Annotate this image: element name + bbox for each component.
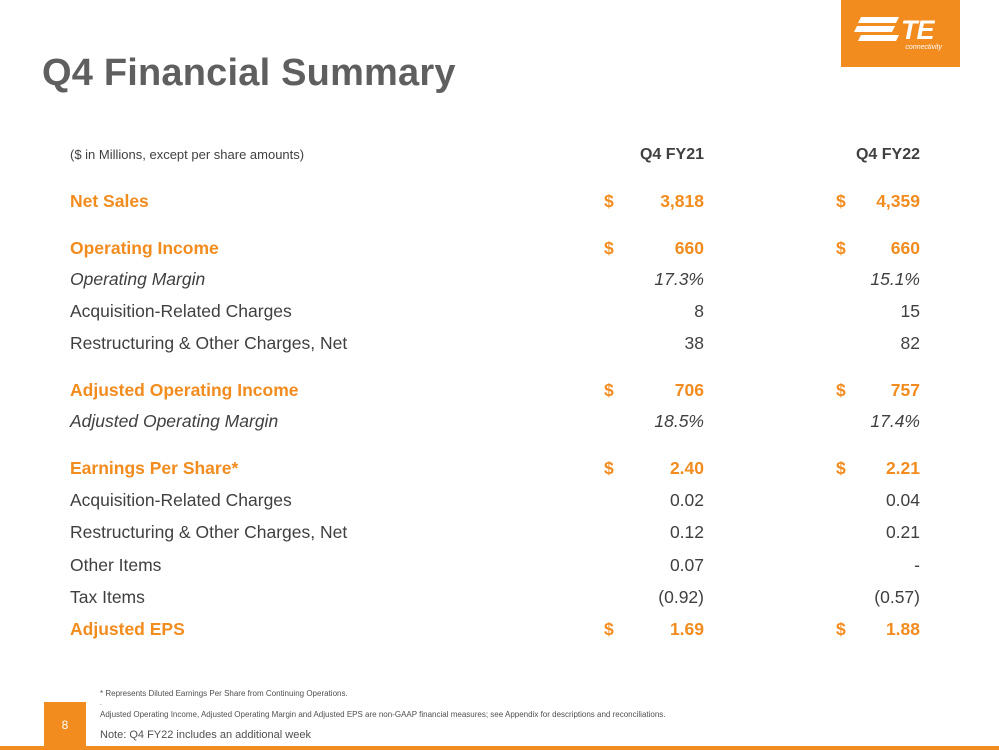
- footnote-non-gaap: Adjusted Operating Income, Adjusted Operating Margin and Adjusted EPS are non-GAAP financial measures; see Appendix for descriptions and reconciliations.: [100, 710, 666, 719]
- row-label: Tax Items: [70, 587, 145, 607]
- value-q4-fy21: 2.40: [669, 458, 704, 478]
- column-header-q4-fy21: Q4 FY21: [639, 146, 704, 163]
- row-label: Adjusted EPS: [70, 619, 185, 639]
- row-label: Acquisition-Related Charges: [70, 490, 292, 510]
- value-q4-fy22: 0.21: [885, 522, 920, 542]
- row-label: Other Items: [70, 555, 162, 575]
- row-label: Restructuring & Other Charges, Net: [70, 522, 348, 542]
- value-q4-fy22: 15.1%: [870, 269, 920, 289]
- table-row-operating-margin: [0, 269, 999, 295]
- table-row-tax-items: [0, 587, 999, 613]
- value-q4-fy22: 660: [890, 238, 920, 258]
- bottom-accent-bar: [0, 746, 999, 750]
- table-row-restructuring-charges: [0, 333, 999, 359]
- value-q4-fy22: 1.88: [885, 619, 920, 639]
- value-q4-fy21: 3,818: [660, 191, 704, 211]
- value-q4-fy22: 2.21: [885, 458, 920, 478]
- table-row-adjusted-operating-income: [0, 380, 999, 406]
- value-q4-fy21: 0.12: [669, 522, 704, 542]
- row-label: Net Sales: [70, 191, 149, 211]
- table-row-earnings-per-share: [0, 458, 999, 484]
- footnote-diluted-eps: * Represents Diluted Earnings Per Share from Continuing Operations.: [100, 689, 348, 698]
- value-q4-fy22: 82: [900, 333, 920, 353]
- row-label: Operating Margin: [70, 269, 206, 289]
- logo-mark: TE: [901, 15, 934, 45]
- currency-symbol: $: [836, 619, 846, 639]
- table-row-operating-income: [0, 238, 999, 264]
- value-q4-fy21: 0.02: [669, 490, 704, 510]
- row-label: Adjusted Operating Margin: [70, 411, 279, 431]
- value-q4-fy22: 4,359: [876, 191, 920, 211]
- currency-symbol: $: [836, 191, 846, 211]
- logo-subtitle: connectivity: [905, 44, 942, 51]
- value-q4-fy22: 0.04: [885, 490, 920, 510]
- table-row-net-sales: [0, 191, 999, 217]
- row-label: Earnings Per Share*: [70, 458, 239, 478]
- table-row-other-items: [0, 555, 999, 581]
- value-q4-fy21: 0.07: [669, 555, 704, 575]
- row-label: Restructuring & Other Charges, Net: [70, 333, 348, 353]
- table-row-adjusted-eps: [0, 619, 999, 645]
- column-header-q4-fy22: Q4 FY22: [855, 146, 920, 163]
- currency-symbol: $: [604, 380, 614, 400]
- value-q4-fy22: (0.57): [874, 587, 920, 607]
- te-logo-stripes-icon: [853, 14, 903, 44]
- value-q4-fy22: 17.4%: [870, 411, 920, 431]
- currency-symbol: $: [604, 191, 614, 211]
- value-q4-fy22: 757: [890, 380, 920, 400]
- value-q4-fy21: 38: [684, 333, 704, 353]
- footnote-additional-week: Note: Q4 FY22 includes an additional week: [100, 729, 311, 741]
- table-row-eps-acquisition-charges: [0, 490, 999, 516]
- currency-symbol: $: [604, 458, 614, 478]
- value-q4-fy21: 660: [674, 238, 704, 258]
- value-q4-fy22: 15: [900, 301, 920, 321]
- units-note: ($ in Millions, except per share amounts): [70, 147, 305, 162]
- value-q4-fy21: 18.5%: [654, 411, 704, 431]
- page-number: 8: [44, 702, 86, 748]
- row-label: Operating Income: [70, 238, 219, 258]
- row-label: Adjusted Operating Income: [70, 380, 299, 400]
- value-q4-fy21: 706: [674, 380, 704, 400]
- currency-symbol: $: [836, 380, 846, 400]
- value-q4-fy21: 17.3%: [654, 269, 704, 289]
- value-q4-fy21: 1.69: [669, 619, 704, 639]
- currency-symbol: $: [604, 238, 614, 258]
- currency-symbol: $: [604, 619, 614, 639]
- footnote-separator: .: [100, 700, 102, 707]
- currency-symbol: $: [836, 458, 846, 478]
- row-label: Acquisition-Related Charges: [70, 301, 292, 321]
- table-row-eps-restructuring-charges: [0, 522, 999, 548]
- table-row-adjusted-operating-margin: [0, 411, 999, 437]
- te-connectivity-logo: [841, 0, 960, 67]
- value-q4-fy22: -: [914, 555, 920, 575]
- value-q4-fy21: 8: [694, 301, 704, 321]
- currency-symbol: $: [836, 238, 846, 258]
- value-q4-fy21: (0.92): [658, 587, 704, 607]
- page-title: Q4 Financial Summary: [42, 52, 456, 94]
- table-row-acquisition-charges: [0, 301, 999, 327]
